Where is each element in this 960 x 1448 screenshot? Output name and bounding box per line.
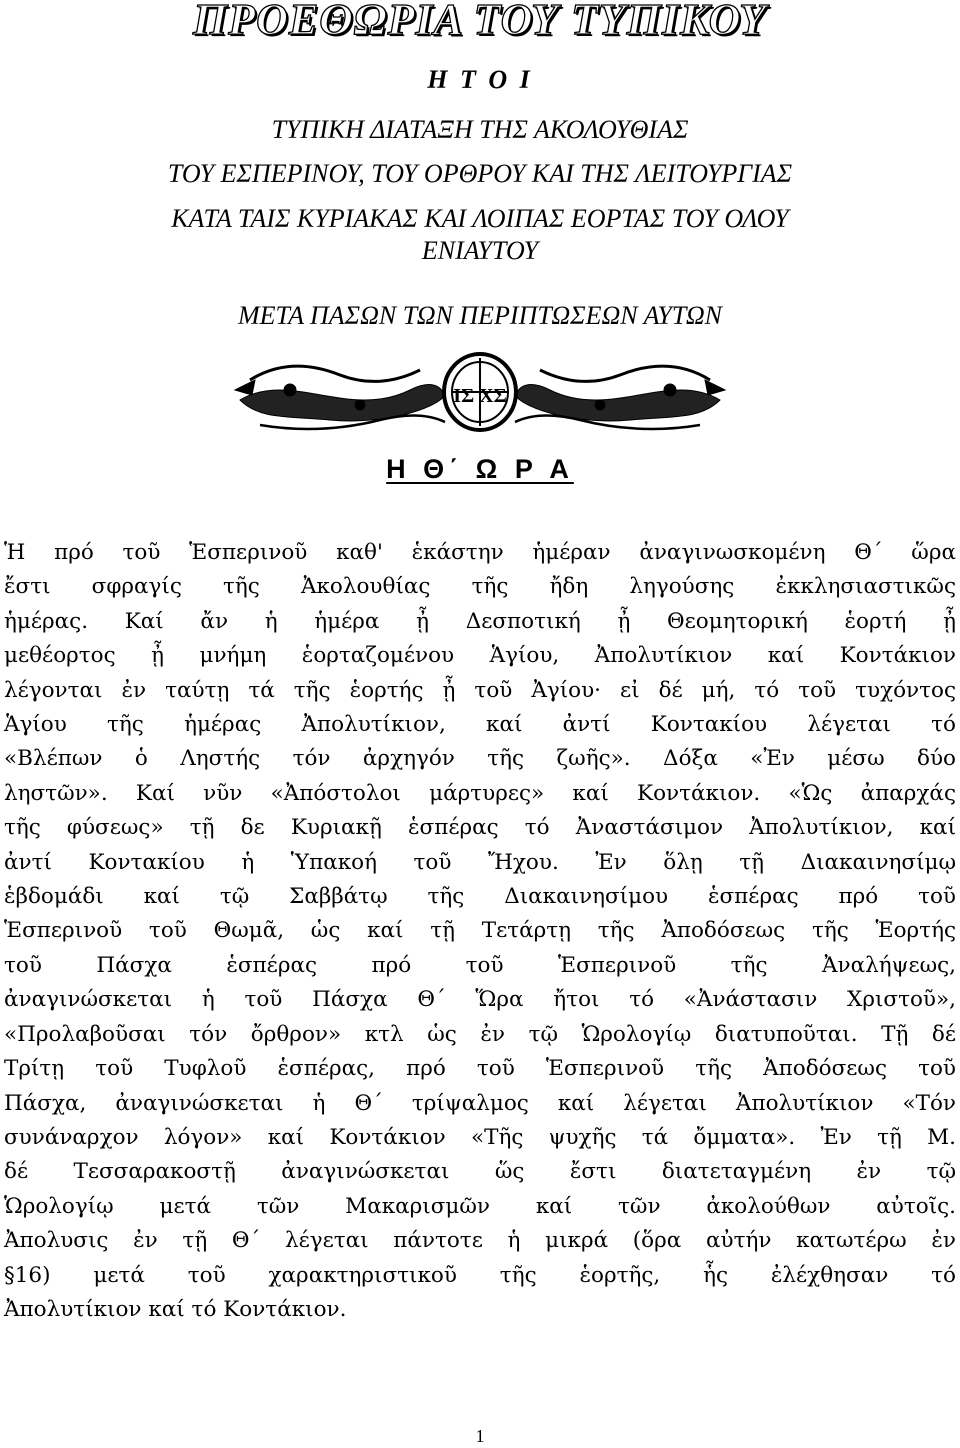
body-line: συνάναρχον λόγον» καί Κοντάκιον «Τῆς ψυχῆς τά ὄμματα». Ἐν τῇ Μ. [4, 1124, 956, 1150]
body-line: «Βλέπων ὁ Ληστής τόν ἀρχηγόν τῆς ζωῆς». Δόξα «Ἐν μέσω δύο [4, 746, 956, 772]
ornament-monogram: ΙΣ ΧΣ [453, 385, 507, 407]
page-number: 1 [475, 1426, 485, 1446]
subtitle-line: ΕΝΙΑΥΤΟΥ [421, 236, 539, 265]
subtitle-line: ΚΑΤΑ ΤΑΙΣ ΚΥΡΙΑΚΑΣ ΚΑΙ ΛΟΙΠΑΣ ΕΟΡΤΑΣ ΤΟΥ ΟΛΟΥ [171, 204, 789, 233]
body-line: δέ Τεσσαρακοστῇ ἀναγινώσκεται ὥς ἔστι διατεταγμένη ἐν τῷ [4, 1159, 956, 1185]
subtitle-etoi: Η Τ Ο Ι [427, 65, 533, 94]
body-line: Ὡρολογίῳ μετά τῶν Μακαρισμῶν καί τῶν ἀκολούθων αὐτοῖς. [4, 1193, 956, 1219]
body-line: Ἑσπερινοῦ τοῦ Θωμᾶ, ὡς καί τῇ Τετάρτῃ τῆς Ἀποδόσεως τῆς Ἑορτής [4, 918, 956, 944]
body-line: Τρίτῃ τοῦ Τυφλοῦ ἑσπέρας, πρό τοῦ Ἑσπερινοῦ τῆς Ἀποδόσεως τοῦ [4, 1056, 956, 1082]
subtitle-line: ΤΥΠΙΚΗ ΔΙΑΤΑΞΗ ΤΗΣ ΑΚΟΛΟΥΘΙΑΣ [271, 115, 689, 144]
body-paragraph [4, 536, 956, 1327]
body-line: ἔστι σφραγίς τῆς Ἀκολουθίας τῆς ἤδη ληγούσης ἐκκλησιαστικῶς [4, 574, 956, 600]
body-line: Ἡ πρό τοῦ Ἑσπερινοῦ καθ' ἑκάστην ἡμέραν ἀναγινωσκομένη Θ΄ ὥρα [4, 540, 956, 565]
body-line: §16) μετά τοῦ χαρακτηριστικοῦ τῆς ἑορτῆς, ἧς ἐλέχθησαν τό [4, 1262, 956, 1288]
subtitle-line: ΤΟΥ ΕΣΠΕΡΙΝΟΥ, ΤΟΥ ΟΡΘΡΟΥ ΚΑΙ ΤΗΣ ΛΕΙΤΟΥΡΓΙΑΣ [167, 159, 793, 188]
body-line: τῆς φύσεως» τῇ δε Κυριακῇ ἑσπέρας τό Ἀναστάσιμον Ἀπολυτίκιον, καί [4, 815, 956, 841]
body-line: Ἀπολυτίκιον καί τό Κοντάκιον. [4, 1296, 347, 1322]
body-line: μεθέορτος ᾖ μνήμη ἑορταζομένου Ἁγίου, Ἀπολυτίκιον καί Κοντάκιον [4, 643, 956, 669]
body-line: ἀναγινώσκεται ἡ τοῦ Πάσχα Θ΄ Ὥρα ἤτοι τό «Ἀνάστασιν Χριστοῦ», [4, 987, 956, 1013]
section-heading: Η Θ΄ Ω Ρ Α [386, 454, 574, 484]
body-line: ἑβδομάδι καί τῷ Σαββάτῳ τῆς Διακαινησίμου ἑσπέρας πρό τοῦ [4, 884, 956, 910]
ornament-vignette-icon [230, 350, 730, 440]
subtitle-line: ΜΕΤΑ ΠΑΣΩΝ ΤΩΝ ΠΕΡΙΠΤΩΣΕΩΝ ΑΥΤΩΝ [238, 301, 722, 330]
body-line: λέγονται ἐν ταύτῃ τά τῆς ἑορτής ᾖ τοῦ Ἀγίου· εἰ δέ μή, τό τοῦ τυχόντος [4, 677, 956, 703]
body-line: ληστῶν». Καί νῦν «Ἀπόστολοι μάρτυρες» καί Κοντάκιον. «Ὡς ἀπαρχάς [4, 780, 956, 806]
body-line: «Προλαβοῦσαι τόν ὄρθρον» κτλ ὡς ἐν τῷ Ὡρολογίῳ διατυποῦται. Τῇ δέ [4, 1021, 956, 1047]
body-line: Πάσχα, ἀναγινώσκεται ἡ Θ΄ τρίψαλμος καί λέγεται Ἀπολυτίκιον «Τόν [4, 1090, 956, 1116]
body-line: ἡμέρας. Καί ἄν ἡ ἡμέρα ᾖ Δεσποτική ᾖ Θεομητορική ἑορτή ᾖ [4, 608, 956, 634]
body-line: ἀντί Κοντακίου ἡ Ὑπακοή τοῦ Ἤχου. Ἐν ὅλῃ τῇ Διακαινησίμῳ [4, 849, 956, 875]
body-line: Ἀπολυσις ἐν τῇ Θ΄ λέγεται πάντοτε ἡ μικρά (ὅρα αὐτήν κατωτέρω ἐν [4, 1228, 956, 1254]
body-line: Ἁγίου τῆς ἡμέρας Ἀπολυτίκιον, καί ἀντί Κοντακίου λέγεται τό [4, 712, 956, 738]
body-line: τοῦ Πάσχα ἑσπέρας πρό τοῦ Ἑσπερινοῦ τῆς Ἀναλήψεως, [4, 952, 956, 978]
document-title: ΠΡΟΕΘΩΡΙΑ ΤΟΥ ΤΥΠΙΚΟΥ [193, 0, 767, 44]
